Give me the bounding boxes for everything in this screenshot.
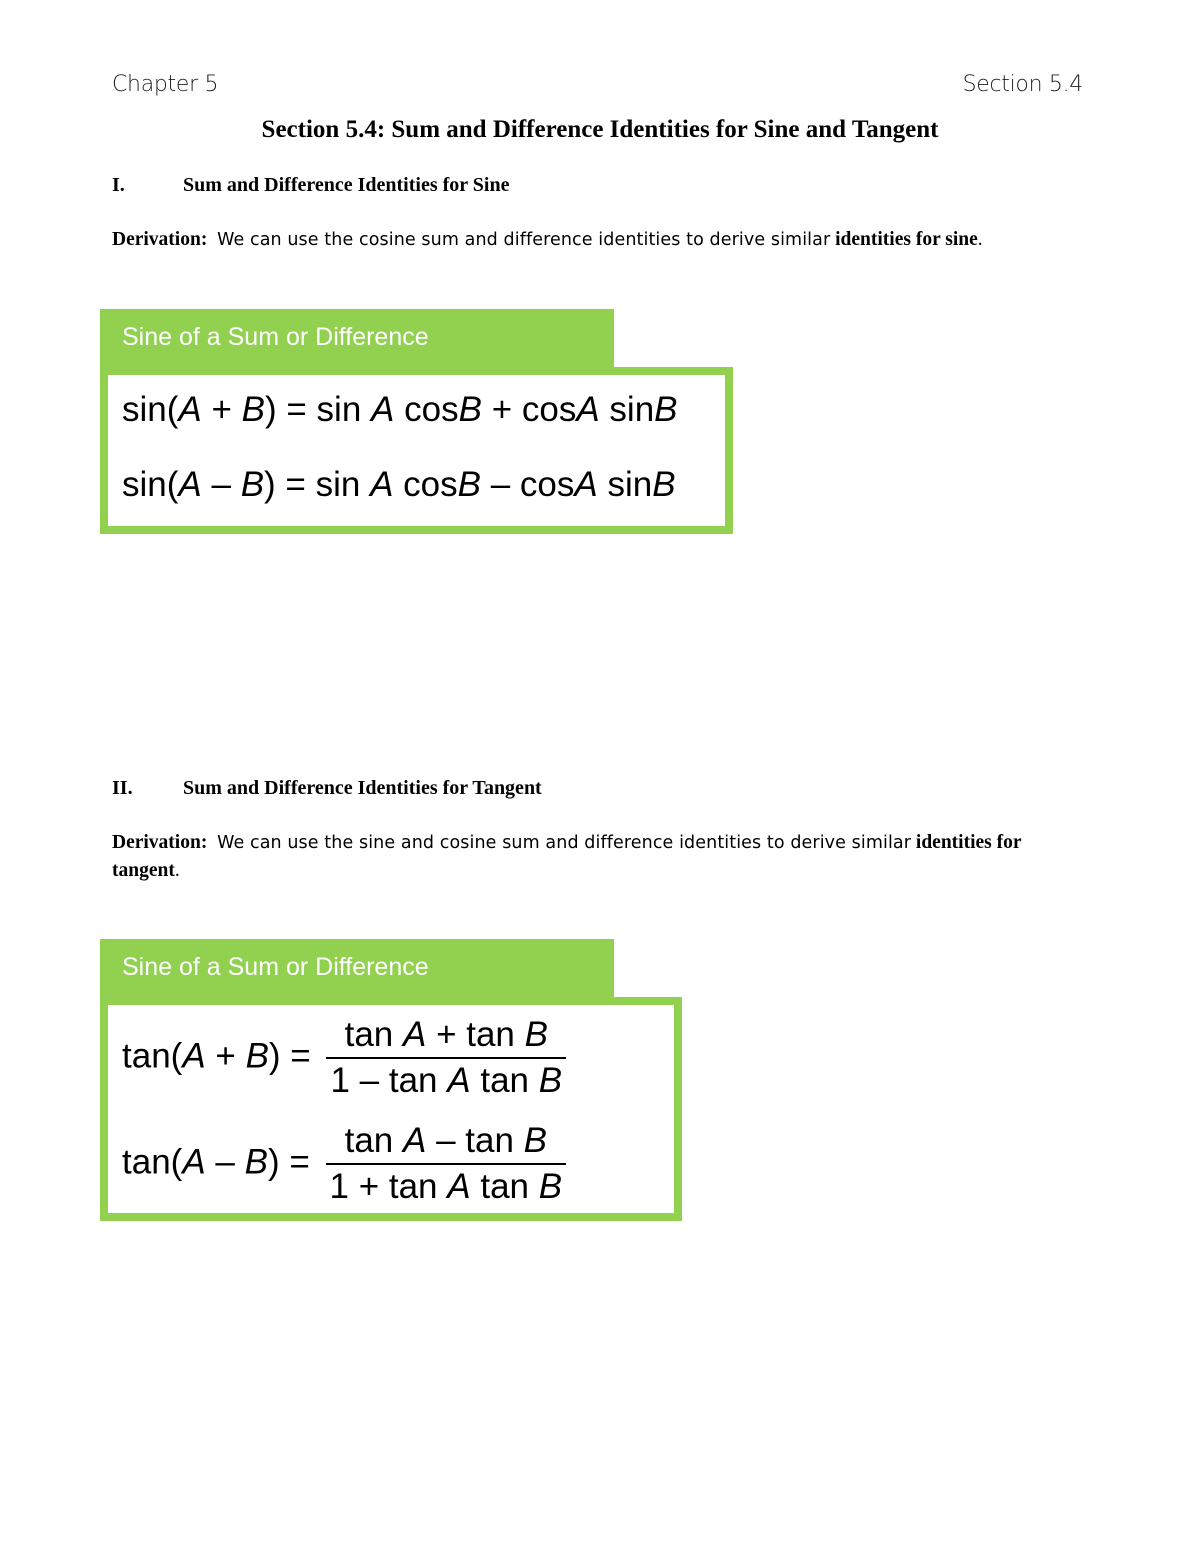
fraction <box>326 1121 567 1207</box>
section-heading-tangent <box>112 777 542 800</box>
identity-box-tab-sine <box>100 309 614 367</box>
identity-box-tangent <box>100 997 682 1221</box>
section-number: II. <box>112 777 133 799</box>
derivation-paragraph-tangent <box>112 829 1087 884</box>
derivation-emphasis: identities for tangent <box>112 832 1022 881</box>
derivation-paragraph-sine <box>112 226 1087 254</box>
fraction-denominator: 1 + tan A tan B <box>329 1167 563 1206</box>
section-title: Sum and Difference Identities for Tangent <box>183 777 542 799</box>
derivation-text: We can use the sine and cosine sum and difference identities to derive similar <box>217 833 912 853</box>
fraction-numerator: tan A + tan B <box>326 1015 566 1059</box>
derivation-end: . <box>977 229 983 250</box>
section-number: I. <box>112 174 125 196</box>
derivation-end: . <box>174 860 180 881</box>
fraction <box>326 1015 566 1101</box>
fraction-numerator: tan A – tan B <box>326 1121 567 1165</box>
sine-sum-formula: sin(A + B) = sin A cosB + cosA sinB <box>122 390 678 429</box>
identity-box-tab-tangent <box>100 939 614 997</box>
identity-box-label: Sine of a Sum or Difference <box>122 953 429 981</box>
chapter-label: Chapter 5 <box>112 72 219 97</box>
page-title: Section 5.4: Sum and Difference Identities for Sine and Tangent <box>261 116 939 143</box>
identity-box-label: Sine of a Sum or Difference <box>122 323 429 351</box>
derivation-emphasis: identities for sine <box>835 229 978 250</box>
tangent-sum-formula: tan(A + B) = $\frac{\text{tan A + tan B}}{\text{1 – tan A tan B}}$ <box>122 1015 566 1101</box>
derivation-label: Derivation: <box>112 229 208 250</box>
tangent-difference-formula: tan(A – B) = $\frac{\text{tan A – tan B}}{\text{1 + tan A tan B}}$ <box>122 1121 566 1207</box>
identity-box-sine <box>100 367 733 534</box>
derivation-text: We can use the cosine sum and difference identities to derive similar <box>217 230 831 250</box>
section-title: Sum and Difference Identities for Sine <box>183 174 510 196</box>
sine-difference-formula: sin(A – B) = sin A cosB – cosA sinB <box>122 465 676 504</box>
section-label: Section 5.4 <box>962 72 1083 97</box>
fraction-denominator: 1 – tan A tan B <box>330 1061 563 1100</box>
section-heading-sine <box>112 174 509 197</box>
derivation-label: Derivation: <box>112 832 208 853</box>
